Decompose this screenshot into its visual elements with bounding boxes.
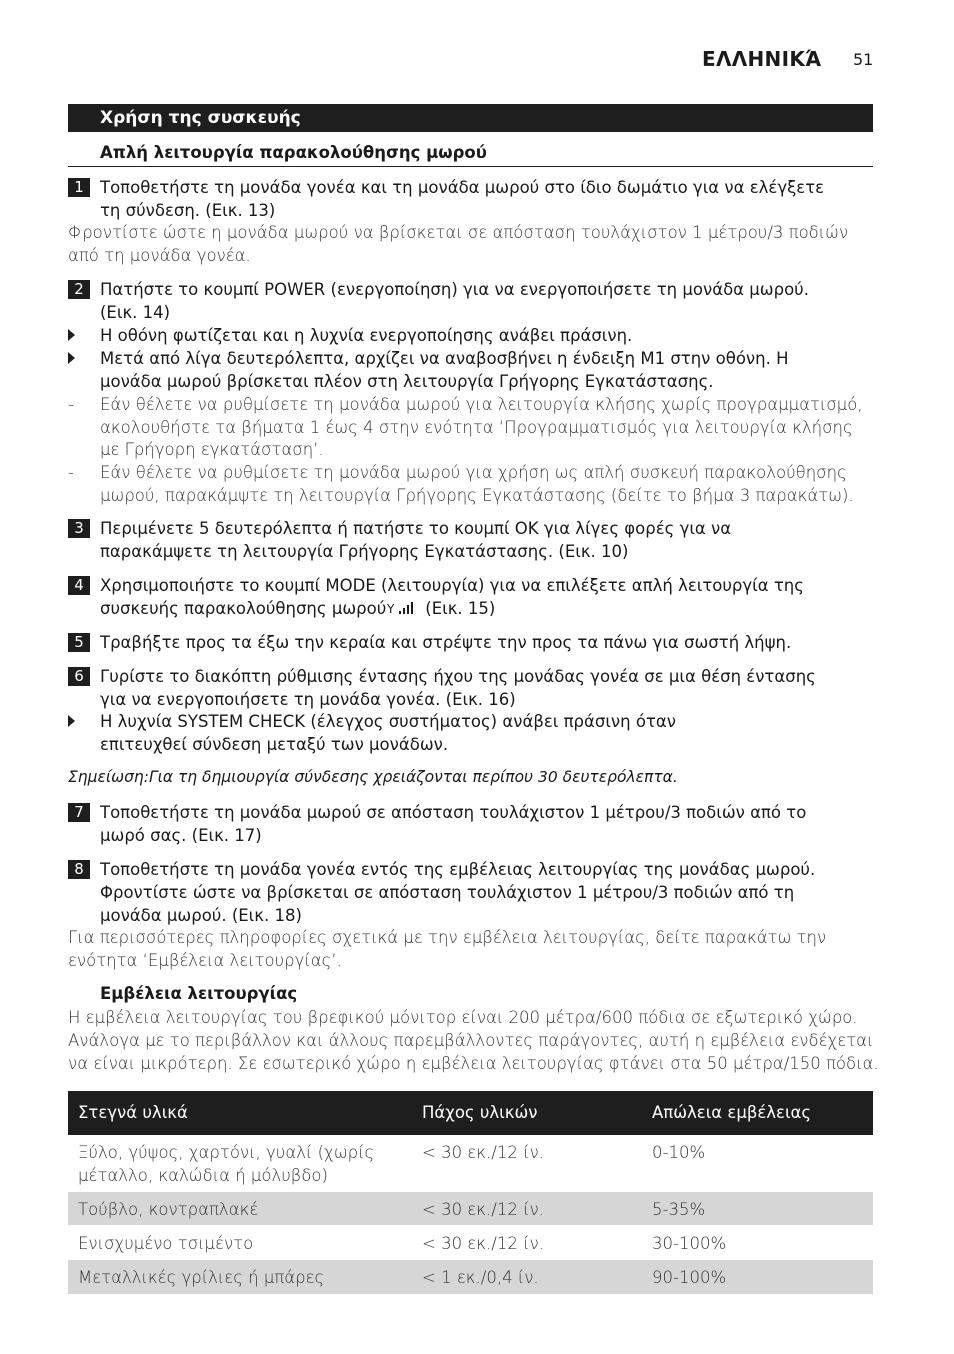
bullet-marker [68,329,75,341]
dash-1-line-1: Εάν θέλετε να ρυθμίσετε τη μονάδα μωρού για λειτουργία κλήσης χωρίς προγραμματισμό, [100,395,863,414]
bullet-1-text: Η οθόνη φωτίζεται και η λυχνία ενεργοποίησης ανάβει πράσινη. [100,326,633,345]
table-header-cell: Απώλεια εμβέλειας [652,1103,812,1122]
paragraph-2-line-2: ενότητα ‘Εμβέλεια λειτουργίας’. [68,951,342,970]
step-8-line-2: Φροντίστε ώστε να βρίσκεται σε απόσταση τουλάχιστον 1 μέτρου/3 ποδιών από τη [100,883,795,902]
svg-text:Y: Y [387,602,395,615]
dash-marker: - [68,395,74,414]
dash-2-line-1: Εάν θέλετε να ρυθμίσετε τη μονάδα μωρού για χρήση ως απλή συσκευή παρακολούθησης [100,463,847,482]
bullet-2-line-1: Μετά από λίγα δευτερόλεπτα, αρχίζει να αναβοσβήνει η ένδειξη M1 στην οθόνη. Η [100,349,789,368]
dash-2-line-2: μωρού, παρακάμψτε τη λειτουργία Γρήγορης Εγκατάστασης (δείτε το βήμα 3 παρακάτω). [100,486,854,505]
paragraph-1-line-1: Φροντίστε ώστε η μονάδα μωρού να βρίσκεται σε απόσταση τουλάχιστον 1 μέτρου/3 ποδιών [68,223,849,242]
table-header-cell: Πάχος υλικών [422,1103,538,1122]
bullet-2-line-2: μονάδα μωρού βρίσκεται πλέον στη λειτουργία Γρήγορης Εγκατάστασης. [100,372,714,391]
note-text: Σημείωση:Για τη δημιουργία σύνδεσης χρειάζονται περίπου 30 δευτερόλεπτα. [68,768,678,786]
table-cell-thickness: < 30 εκ./12 ίν. [422,1200,544,1219]
table-cell-thickness: < 30 εκ./12 ίν. [422,1234,544,1253]
step-6-line-2: για να ενεργοποιήσετε τη μονάδα γονέα. (Εικ. 16) [100,690,516,709]
range-paragraph-line-2: Ανάλογα με το περιβάλλον και άλλους παρεμβάλλοντες παράγοντες, αυτή η εμβέλεια ενδέχεται [68,1031,874,1050]
table-cell-material: Τούβλο, κοντραπλακέ [78,1200,259,1219]
range-section-title: Εμβέλεια λειτουργίας [100,984,298,1003]
step-7-line-2: μωρό σας. (Εικ. 17) [100,826,262,845]
table-cell-thickness: < 1 εκ./0,4 ίν. [422,1268,539,1287]
dash-1-line-2: ακολουθήστε τα βήματα 1 έως 4 στην ενότητα ‘Προγραμματισμός για λειτουργία κλήσης [100,418,853,437]
step-6-line-1: Γυρίστε το διακόπτη ρύθμισης έντασης ήχου της μονάδας γονέα σε μια θέση έντασης [100,667,816,686]
range-paragraph-line-1: Η εμβέλεια λειτουργίας του βρεφικού μόνιτορ είναι 200 μέτρα/600 πόδια σε εξωτερικό χώρο. [68,1008,858,1027]
step-1-line-1: Τοποθετήστε τη μονάδα γονέα και τη μονάδα μωρού στο ίδιο δωμάτιο για να ελέγξετε [100,178,825,197]
step-number-4: 4 [68,576,90,595]
table-cell-material: μέταλλο, καλώδια ή μόλυβδο) [78,1166,328,1185]
table-row [68,1192,873,1225]
bullet-3-line-2: επιτευχθεί σύνδεση μεταξύ των μονάδων. [100,735,449,754]
subsection-title: Απλή λειτουργία παρακολούθησης μωρού [100,143,487,162]
table-cell-material: Μεταλλικές γρίλιες ή μπάρες [78,1268,325,1287]
dash-marker: - [68,463,74,482]
section-title: Χρήση της συσκευής [100,108,301,128]
table-cell-loss: 5-35% [652,1200,706,1219]
step-3-line-1: Περιμένετε 5 δευτερόλεπτα ή πατήστε το κουμπί OK για λίγες φορές για να [100,519,732,538]
table-cell-loss: 30-100% [652,1234,727,1253]
bullet-marker [68,352,75,364]
step-4-line-2-text: συσκευής παρακολούθησης μωρού [100,599,387,618]
table-cell-loss: 0-10% [652,1143,706,1162]
bullet-3-line-1: Η λυχνία SYSTEM CHECK (έλεγχος συστήματος) ανάβει πράσινη όταν [100,712,676,731]
table-row [68,1135,873,1191]
paragraph-2-line-1: Για περισσότερες πληροφορίες σχετικά με την εμβέλεια λειτουργίας, δείτε παρακάτω την [68,928,827,947]
table-cell-material: Ενισχυμένο τσιμέντο [78,1234,254,1253]
range-loss-table [68,1091,873,1294]
table-row [68,1226,873,1259]
table-cell-thickness: < 30 εκ./12 ίν. [422,1143,544,1162]
step-number-5: 5 [68,633,90,652]
step-2-line-1: Πατήστε το κουμπί POWER (ενεργοποίηση) για να ενεργοποιήσετε τη μονάδα μωρού. [100,280,809,299]
step-7-line-1: Τοποθετήστε τη μονάδα μωρού σε απόσταση τουλάχιστον 1 μέτρου/3 ποδιών από το [100,803,807,822]
section-title-bar [68,104,873,132]
step-number-6: 6 [68,667,90,686]
step-number-2: 2 [68,280,90,299]
step-5-line-1: Τραβήξτε προς τα έξω την κεραία και στρέψτε την προς τα πάνω για σωστή λήψη. [100,633,792,652]
dash-1-line-3: με Γρήγορη εγκατάσταση’. [100,440,324,459]
step-number-1: 1 [68,178,90,197]
step-4-line-2 [100,597,495,620]
step-8-line-3: μονάδα μωρού. (Εικ. 18) [100,906,302,925]
table-header-row [68,1091,873,1135]
page-number: 51 [853,50,874,69]
subsection-rule [68,166,873,167]
signal-bars-icon [387,601,421,615]
step-number-3: 3 [68,519,90,538]
range-paragraph-line-3: να είναι μικρότερη. Σε εσωτερικό χώρο η εμβέλεια λειτουργίας φτάνει στα 50 μέτρα/150 πόδια. [68,1054,879,1073]
step-2-line-2: (Εικ. 14) [100,303,171,322]
step-4-line-1: Χρησιμοποιήστε το κουμπί MODE (λειτουργία) για να επιλέξετε απλή λειτουργία της [100,576,804,595]
step-1-line-2: τη σύνδεση. (Εικ. 13) [100,201,276,220]
table-cell-material: Ξύλο, γύψος, χαρτόνι, γυαλί (χωρίς [78,1143,375,1162]
step-8-line-1: Τοποθετήστε τη μονάδα γονέα εντός της εμβέλειας λειτουργίας της μονάδας μωρού. [100,860,816,879]
bullet-marker [68,715,75,727]
paragraph-1-line-2: από τη μονάδα γονέα. [68,246,251,265]
step-number-8: 8 [68,860,90,879]
table-cell-loss: 90-100% [652,1268,727,1287]
step-4-figure-ref: (Εικ. 15) [425,599,496,618]
table-header-cell: Στεγνά υλικά [78,1103,188,1122]
step-3-line-2: παρακάμψετε τη λειτουργία Γρήγορης Εγκατάστασης. (Εικ. 10) [100,542,629,561]
step-number-7: 7 [68,803,90,822]
table-row [68,1260,873,1294]
language-label: ΕΛΛΗΝΙΚΆ [702,47,822,71]
